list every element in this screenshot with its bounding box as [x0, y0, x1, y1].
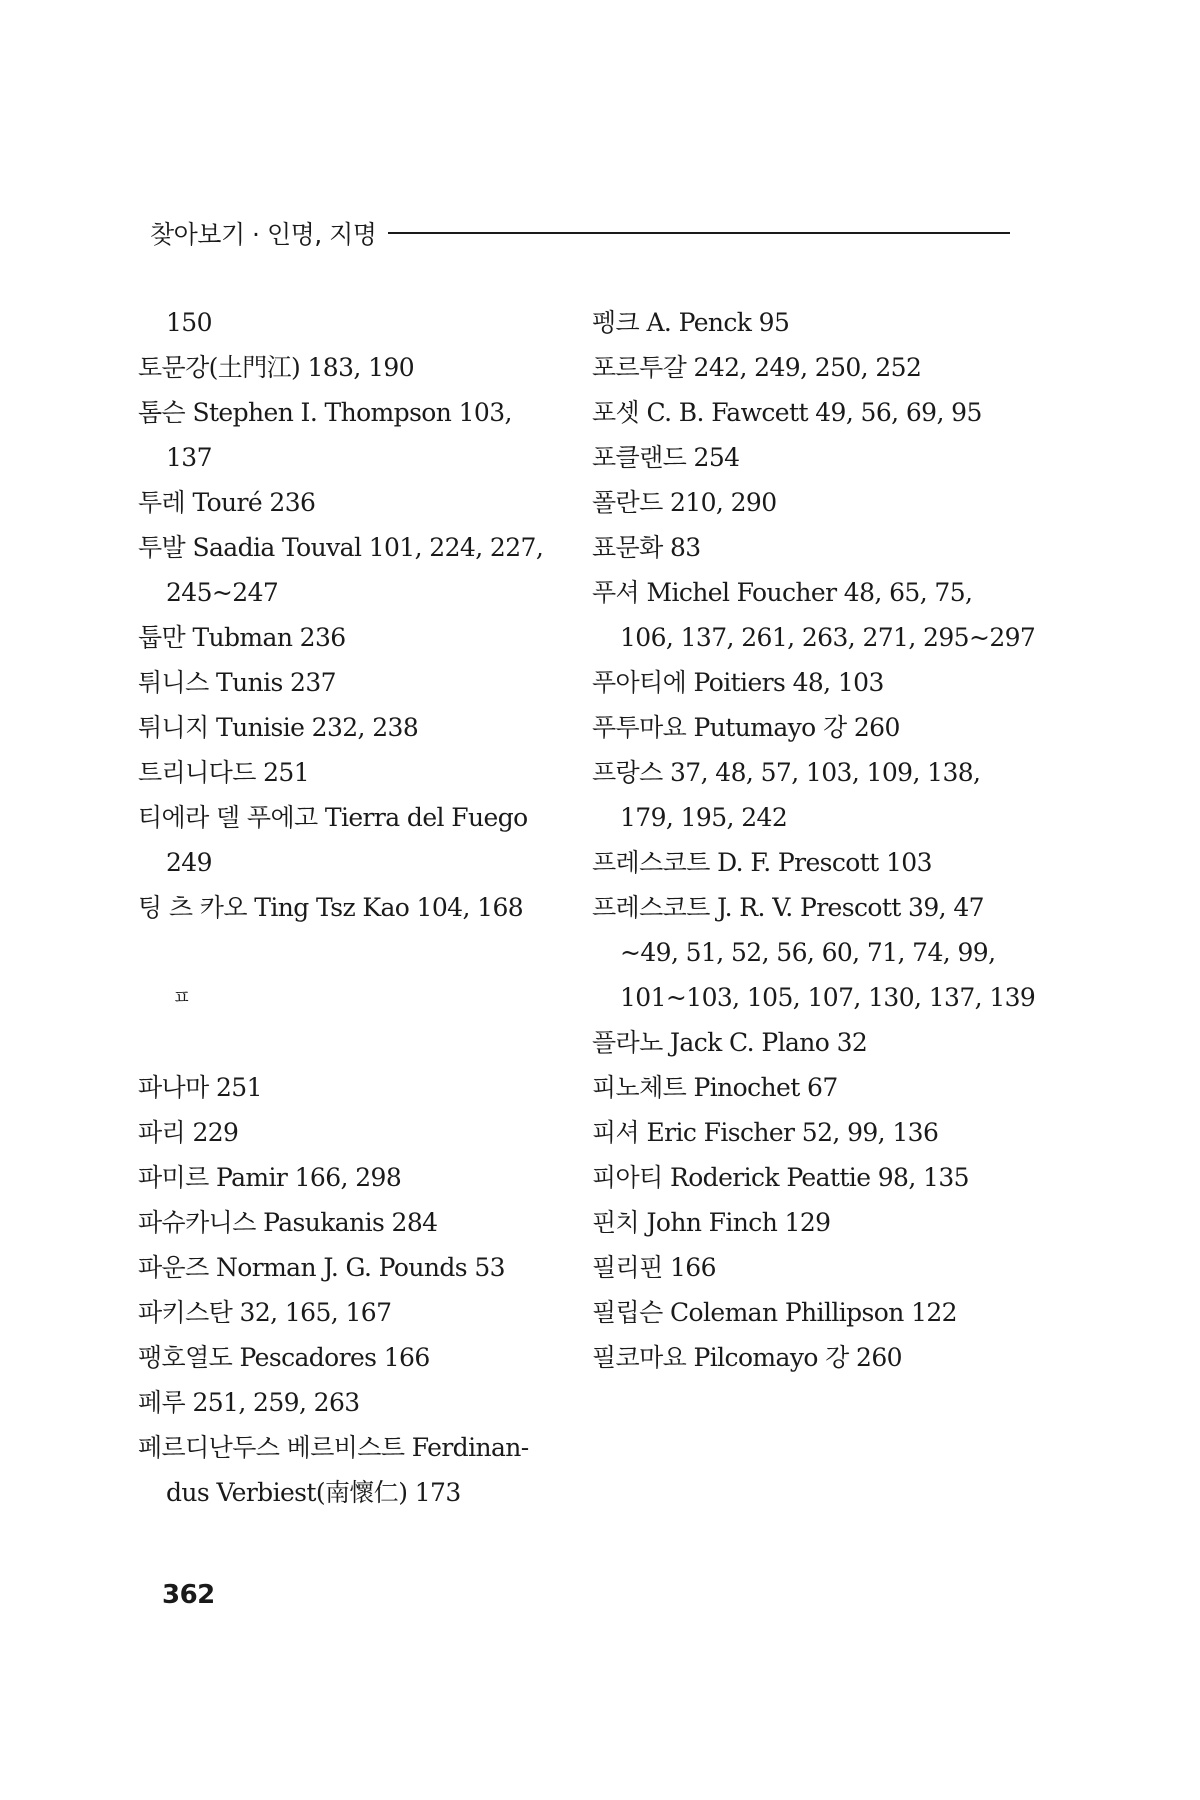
header-rule: [388, 232, 1010, 234]
index-entry: 튀니스 Tunis 237: [138, 668, 336, 697]
index-entry: 파나마 251: [138, 1073, 262, 1102]
index-entry: 튀니지 Tunisie 232, 238: [138, 713, 419, 742]
index-entry-continuation: 179, 195, 242: [620, 803, 788, 832]
index-entry: 푸아티에 Poitiers 48, 103: [592, 668, 884, 697]
index-entry: 필코마요 Pilcomayo 강 260: [592, 1343, 902, 1372]
index-entry: 트리니다드 251: [138, 758, 310, 787]
section-heading: ㅍ: [172, 985, 191, 1009]
index-entry-continuation: 249: [166, 848, 212, 877]
index-entry: 파미르 Pamir 166, 298: [138, 1163, 402, 1192]
index-entry: 폴란드 210, 290: [592, 488, 777, 517]
index-entry-continuation: 101~103, 105, 107, 130, 137, 139: [620, 983, 1036, 1012]
index-entry: 피셔 Eric Fischer 52, 99, 136: [592, 1118, 939, 1147]
index-entry: 페루 251, 259, 263: [138, 1388, 360, 1417]
section-spacer: [138, 930, 578, 975]
index-entry-continuation: dus Verbiest(南懷仁) 173: [166, 1478, 461, 1507]
index-column-right: [592, 300, 1036, 1380]
index-entry: 피아티 Roderick Peattie 98, 135: [592, 1163, 969, 1192]
index-entry: 프레스코트 D. F. Prescott 103: [592, 848, 932, 877]
index-entry: 표문화 83: [592, 533, 701, 562]
index-entry: 팽호열도 Pescadores 166: [138, 1343, 430, 1372]
index-entry: 톰슨 Stephen I. Thompson 103,: [138, 398, 512, 427]
index-entry-continuation: ~49, 51, 52, 56, 60, 71, 74, 99,: [620, 938, 996, 967]
index-entry: 티에라 델 푸에고 Tierra del Fuego: [138, 803, 528, 832]
index-entry: 필립슨 Coleman Phillipson 122: [592, 1298, 957, 1327]
index-entry: 푸셔 Michel Foucher 48, 65, 75,: [592, 578, 973, 607]
section-spacer: [138, 1020, 578, 1065]
index-entry: 펭크 A. Penck 95: [592, 308, 790, 337]
index-entry: 툽만 Tubman 236: [138, 623, 346, 652]
index-entry: 파리 229: [138, 1118, 239, 1147]
index-entry: 피노체트 Pinochet 67: [592, 1073, 838, 1102]
index-entry: 플라노 Jack C. Plano 32: [592, 1028, 868, 1057]
index-entry: 핀치 John Finch 129: [592, 1208, 831, 1237]
index-entry: 파슈카니스 Pasukanis 284: [138, 1208, 438, 1237]
index-entry: 토문강(土門江) 183, 190: [138, 353, 415, 382]
index-entry: 포르투갈 242, 249, 250, 252: [592, 353, 922, 382]
index-entry: 프랑스 37, 48, 57, 103, 109, 138,: [592, 758, 981, 787]
index-entry: 포셋 C. B. Fawcett 49, 56, 69, 95: [592, 398, 982, 427]
index-entry: 필리핀 166: [592, 1253, 716, 1282]
index-entry: 포클랜드 254: [592, 443, 740, 472]
index-entry: 프레스코트 J. R. V. Prescott 39, 47: [592, 893, 984, 922]
index-entry: 푸투마요 Putumayo 강 260: [592, 713, 900, 742]
index-entry-continuation: 137: [166, 443, 212, 472]
index-entry-continuation: 150: [166, 308, 212, 337]
index-entry: 투레 Touré 236: [138, 488, 316, 517]
index-entry: 팅 츠 카오 Ting Tsz Kao 104, 168: [138, 893, 524, 922]
index-entry: 파키스탄 32, 165, 167: [138, 1298, 392, 1327]
index-entry-continuation: 106, 137, 261, 263, 271, 295~297: [620, 623, 1036, 652]
index-entry: 투발 Saadia Touval 101, 224, 227,: [138, 533, 544, 562]
running-title: 찾아보기 · 인명, 지명: [150, 220, 377, 249]
page-number: 362: [162, 1580, 215, 1610]
index-column-left: [138, 300, 578, 1515]
running-head: [150, 215, 1010, 251]
index-entry-continuation: 245~247: [166, 578, 279, 607]
index-entry: 페르디난두스 베르비스트 Ferdinan-: [138, 1433, 529, 1462]
index-entry: 파운즈 Norman J. G. Pounds 53: [138, 1253, 505, 1282]
